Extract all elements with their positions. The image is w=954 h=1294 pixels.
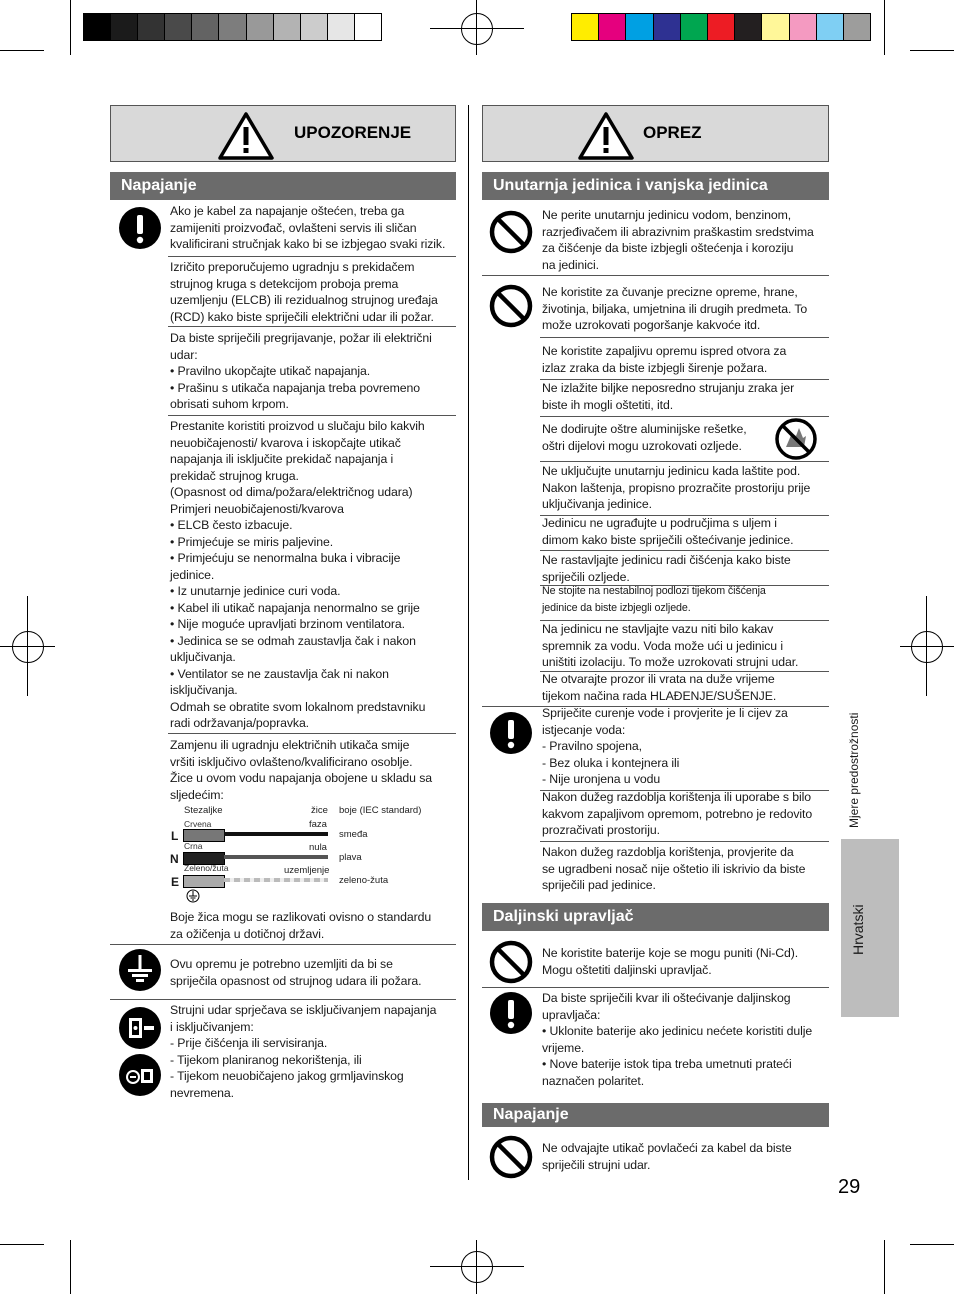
prohibition-icon <box>489 940 533 984</box>
wire-line-e <box>224 878 328 882</box>
gray-swatch <box>192 14 219 40</box>
separator <box>168 415 456 416</box>
color-swatch <box>790 14 817 40</box>
text-no-polishing: Ne uključujte unutarnju jedinicu kada laštite pod. Nakon laštenja, propisno prozračite prostoriju prije uključivanja jedinice. <box>542 464 811 511</box>
text-batteries: Da biste spriječili kvar ili oštećivanje daljinskog upravljača: • Uklonite baterije ako jedinicu nećete koristiti dulje vrijeme. • Nove baterije istok tipa treba umetnuti prateći naznačen polaritet. <box>542 991 813 1088</box>
earth-symbol-icon <box>186 889 200 903</box>
warning-triangle-icon <box>217 111 275 161</box>
warning-title: UPOZORENJE <box>294 123 412 142</box>
separator <box>540 550 829 551</box>
wiring-col-terminals: Stezaljke <box>184 805 223 816</box>
wire-color-name: Crna <box>184 841 203 851</box>
terminal-block-e <box>183 875 225 888</box>
gray-swatch <box>165 14 192 40</box>
unplug-icon <box>118 1006 162 1050</box>
wire-iec-color: smeđa <box>339 829 368 840</box>
text-overheating: Da biste spriječili pregrijavanje, požar ili električni udar: • Pravilno ukopčajte utikač napajanja. • Prašinu s utikača napajanja treba povremeno obrisati suhom krpom. <box>170 331 432 411</box>
text-no-plants: Ne izlažite biljke neposredno strujanju zraka jer biste ih mogli oštetiti, itd. <box>542 381 795 412</box>
gray-swatch <box>355 14 381 40</box>
text-abnormality: Prestanite koristiti proizvod u slučaju bilo kakvih neuobičajenosti/ kvarova i iskopčajte utikač napajanja ili isključite prekidač napajanja i prekidač strujnog kruga. (Opasnost od dima/požara/električnog udara) Primjeri neuobičajenosti/kvarova • ELCB često izbacuje. • Primjećuje se miris paljevine. • Primjećuju se nenormalna buka i vibracije jedinice. • Iz unutarnje jedinice curi voda. • Kabel ili utikač napajanja nenormalno se grije • Nije moguće upravljati brzinom ventilatora. • Jedinica se se odmah zaustavlja čak i nakon uključivanja. • Ventilator se ne zaustavlja čak ni nakon isključivanja. Odmah se obratite svom lokalnom predstavniku radi održavanja/popravka. <box>170 419 426 730</box>
no-touch-icon <box>774 417 818 461</box>
section-title-remote-control: Daljinski upravljač <box>482 903 829 931</box>
wire-iec-color: plava <box>339 852 362 863</box>
separator <box>110 944 456 945</box>
caution-triangle-icon <box>577 111 635 161</box>
text-cable-replacement: Ako je kabel za napajanje oštećen, treba ga zamijeniti proizvođač, ovlašteni servis ili sličan kvalificirani stručnjak kako bi se izbjegao svaki rizik. <box>170 204 446 251</box>
gray-swatch <box>84 14 111 40</box>
separator <box>168 326 456 327</box>
separator <box>168 256 456 257</box>
text-no-water-wash: Ne perite unutarnju jedinicu vodom, benzinom, razrjeđivačem ili abrazivnim praškastim sredstvima za čišćenje da biste izbjegli oštećenja i koroziju na jedinici. <box>542 208 814 272</box>
separator <box>168 733 456 734</box>
exclamation-icon <box>489 991 533 1035</box>
wire-type: nula <box>309 842 327 853</box>
text-no-storage: Ne koristite za čuvanje precizne opreme, hrane, životinja, biljaka, umjetnina ili drugih predmeta. To može uzrokovati pogoršanje kakvoće itd. <box>542 285 808 332</box>
color-swatch <box>654 14 681 40</box>
section-title-indoor-outdoor-unit: Unutarnja jedinica i vanjska jedinica <box>482 172 829 200</box>
gray-swatch <box>247 14 274 40</box>
terminal-label: E <box>171 875 180 889</box>
page-number: 29 <box>838 1176 861 1198</box>
text-no-flammable: Ne koristite zapaljivu opremu ispred otvora za izlaz zraka da biste izbjegli širenje požara. <box>542 344 787 375</box>
terminal-label: N <box>170 852 179 866</box>
text-no-rechargeable: Ne koristite baterije koje se mogu puniti (Ni-Cd). Mogu oštetiti daljinski upravljač. <box>542 946 799 977</box>
wire-line-l <box>224 832 328 836</box>
color-swatch <box>572 14 599 40</box>
wiring-col-colors: boje (IEC standard) <box>339 805 422 816</box>
chapter-label: Mjere predostrožnosti <box>847 712 861 828</box>
color-swatch <box>762 14 789 40</box>
language-label: Hrvatski <box>850 904 866 955</box>
text-water-drain: Spriječite curenje vode i provjerite je li cijev za istjecanje voda: - Pravilno spojena, - Bez oluka i kontejnera ili - Nije uronjena u vodu <box>542 706 788 786</box>
ground-icon <box>118 948 162 992</box>
text-no-vase: Na jedinicu ne stavljajte vazu niti bilo kakav spremnik za vodu. Voda može ući u jedinicu i uništiti izolaciju. To može uzrokovati strujni udar. <box>542 622 799 669</box>
prohibition-icon <box>489 210 533 254</box>
gray-swatch <box>219 14 246 40</box>
caution-header <box>482 105 829 162</box>
gray-swatch <box>274 14 301 40</box>
terminal-label: L <box>171 829 179 843</box>
prohibition-icon <box>489 1135 533 1179</box>
separator <box>540 841 829 842</box>
color-swatch <box>844 14 870 40</box>
gray-swatch <box>328 14 355 40</box>
text-wire-colors-vary: Boje žica mogu se razlikovati ovisno o standardu za ožičenja u dotičnoj državi. <box>170 910 432 941</box>
exclamation-icon <box>118 206 162 250</box>
text-disconnect-power: Strujni udar sprječava se isključivanjem napajanja i isključivanjem: - Prije čišćenja ili servisiranja. - Tijekom planiranog nekorištenja, ili - Tijekom neuobičajeno jakog grmljavinskog nevremena. <box>170 1003 437 1100</box>
color-swatch <box>626 14 653 40</box>
color-swatch <box>817 14 844 40</box>
wire-iec-color: zeleno-žuta <box>339 875 389 886</box>
caution-title: OPREZ <box>643 123 702 142</box>
wire-type: uzemljenje <box>284 865 330 876</box>
color-calibration-bar <box>571 13 871 41</box>
wire-line-n <box>224 855 328 859</box>
text-no-unstable: Ne stojite na nestabilnoj podlozi tijekom čišćenja jedinice da biste izbjegli ozljede. <box>542 585 766 614</box>
color-swatch <box>735 14 762 40</box>
text-no-disassemble: Ne rastavljajte jedinicu radi čišćenja kako biste spriječili ozljede. <box>542 553 791 584</box>
wire-color-name: Zeleno/žuta <box>184 863 229 873</box>
text-no-touch-fins: Ne dodirujte oštre aluminijske rešetke, oštri dijelovi mogu uzrokovati ozljede. <box>542 422 747 453</box>
text-check-bracket: Nakon dužeg razdoblja korištenja, provjerite da se ugradbeni nosač nije oštetio ili iskrivio da biste spriječili pad jedinice. <box>542 845 806 892</box>
separator <box>540 461 829 462</box>
separator <box>482 275 829 276</box>
gray-swatch <box>111 14 138 40</box>
text-plug-replacement: Zamjenu ili ugradnju električnih utikača smije vršiti isključivo ovlašteno/kvalificirano osoblje. Žice u ovom vodu napajanja obojene u skladu sa sljedećim: <box>170 738 433 802</box>
text-no-oil-smoke: Jedinicu ne ugrađujte u područjima s uljem i dimom kako biste spriječili oštećivanje jedinice. <box>542 516 794 547</box>
exclamation-icon <box>489 711 533 755</box>
text-no-pull-cord: Ne odvajajte utikač povlačeći za kabel da biste spriječili strujni udar. <box>542 1141 792 1172</box>
separator <box>482 987 829 988</box>
text-elcb-recommendation: Izričito preporučujemo ugradnju s prekidačem strujnog kruga s detekcijom proboja prema uzemljenju (ELCB) ili rezidualnog strujnog uređaja (RCD) kako biste spriječili električni udar ili požar. <box>170 260 438 324</box>
prohibition-icon <box>489 284 533 328</box>
text-ventilate: Nakon dužeg razdoblja korištenja ili uporabe s bilo kakvom zapaljivom opremom, potrebno je redovito prozračivati prostoriju. <box>542 790 813 837</box>
gray-swatch <box>138 14 165 40</box>
text-no-open-window: Ne otvarajte prozor ili vrata na duže vrijeme tijekom načina rada HLAĐENJE/SUŠENJE. <box>542 672 777 703</box>
separator <box>540 337 829 338</box>
color-swatch <box>599 14 626 40</box>
color-swatch <box>708 14 735 40</box>
text-grounding: Ovu opremu je potrebno uzemljiti da bi se spriječila opasnost od strujnog udara ili požara. <box>170 957 422 988</box>
gray-swatch <box>301 14 328 40</box>
wiring-col-wires: žice <box>311 805 328 816</box>
wire-color-name: Crvena <box>184 819 212 829</box>
column-divider <box>468 105 469 1180</box>
section-title-power-supply: Napajanje <box>110 172 456 200</box>
color-swatch <box>681 14 708 40</box>
wiring-diagram <box>168 803 456 908</box>
grayscale-calibration-bar <box>83 13 382 41</box>
switch-off-icon <box>118 1053 162 1097</box>
section-title-power-supply-2: Napajanje <box>482 1103 829 1127</box>
separator <box>110 999 456 1000</box>
warning-header <box>110 105 456 162</box>
wire-type: faza <box>309 819 327 830</box>
